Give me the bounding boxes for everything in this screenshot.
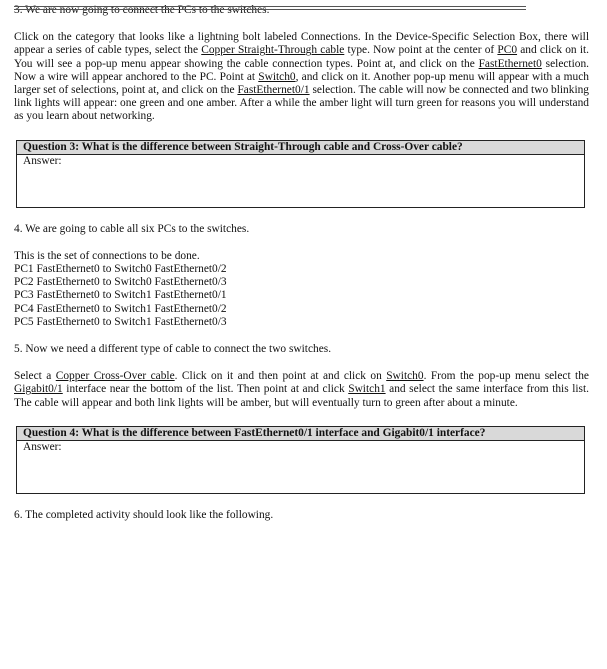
question4-box: [16, 426, 585, 494]
step3-text-2: type. Now point at the center of: [344, 44, 498, 57]
step4-intro: This is the set of connections to be done.: [14, 249, 200, 262]
step5-paragraph: [14, 370, 589, 410]
copper-straight-through-link: Copper Straight-Through cable: [201, 44, 345, 57]
step3-paragraph: [14, 31, 589, 123]
question3-title: Question 3: What is the difference between Straight-Through cable and Cross-Over cable?: [17, 141, 584, 155]
step5-text-2: . Click on it and then point at and click on: [174, 370, 387, 383]
connection-item: PC1 FastEthernet0 to Switch0 FastEthernet0/2: [14, 263, 227, 276]
question4-answer-label: Answer:: [23, 440, 62, 453]
question3-box: [16, 140, 585, 208]
step3-text-5: , and click on it. Another pop-up menu will appear with a much larger set of selections, point at, and click on the: [14, 70, 589, 97]
switch0-link: Switch0: [258, 70, 296, 83]
step3-text-6: selection. The cable will now be connected and two blinking link lights will appear: one green and one amber. After a while the amber light will turn green for reasons you will understand as you learn about networking.: [14, 84, 589, 123]
step3-text-1: Click on the category that looks like a lightning bolt labeled Connections. In the Device-Specific Selection Box, there will appear a series of cable types, select the: [14, 31, 589, 57]
step6-heading: 6. The completed activity should look like the following.: [14, 508, 274, 521]
step3-heading: 3. We are now going to connect the PCs to the switches.: [14, 4, 589, 17]
step5-heading: 5. Now we need a different type of cable to connect the two switches.: [14, 343, 332, 356]
connection-item: PC4 FastEthernet0 to Switch1 FastEthernet0/2: [14, 302, 227, 315]
copper-cross-over-link: Copper Cross-Over cable: [55, 370, 175, 383]
switch1-link: Switch1: [348, 383, 386, 396]
step5-text-4: interface near the bottom of the list. Then point at and click: [62, 383, 349, 396]
connection-item: PC3 FastEthernet0 to Switch1 FastEthernet0/1: [14, 289, 227, 302]
question3-answer-label: Answer:: [23, 154, 62, 167]
connection-item: PC2 FastEthernet0 to Switch0 FastEthernet0/3: [14, 276, 227, 289]
step5-text-1: Select a: [14, 370, 56, 383]
step5-text-3: . From the pop-up menu select the: [423, 370, 589, 383]
question4-answer-area[interactable]: [17, 441, 584, 493]
pc0-link: PC0: [497, 44, 518, 57]
question3-answer-area[interactable]: [17, 155, 584, 207]
step3-text-4: selection. Now a wire will appear anchored to the PC. Point at: [14, 57, 589, 83]
step3-text-3: and click on it. You will see a pop-up menu appear showing the cable connection types. Point at, and click on the: [14, 44, 590, 70]
fastethernet0-1-link: FastEthernet0/1: [237, 84, 310, 97]
document-page: [14, 4, 589, 522]
connection-list: [14, 263, 589, 329]
fastethernet0-link: FastEthernet0: [478, 57, 542, 70]
connection-item: PC5 FastEthernet0 to Switch1 FastEthernet0/3: [14, 315, 227, 328]
step4-heading: 4. We are going to cable all six PCs to the switches.: [14, 222, 250, 235]
step5-text-5: and select the same interface from this list. The cable will appear and both link lights will be amber, but will eventually turn to green after about a minute.: [14, 383, 589, 409]
gigabit0-1-link: Gigabit0/1: [14, 383, 63, 396]
question4-title: Question 4: What is the difference between FastEthernet0/1 interface and Gigabit0/1 interface?: [17, 427, 584, 441]
switch0-link: Switch0: [386, 370, 424, 383]
